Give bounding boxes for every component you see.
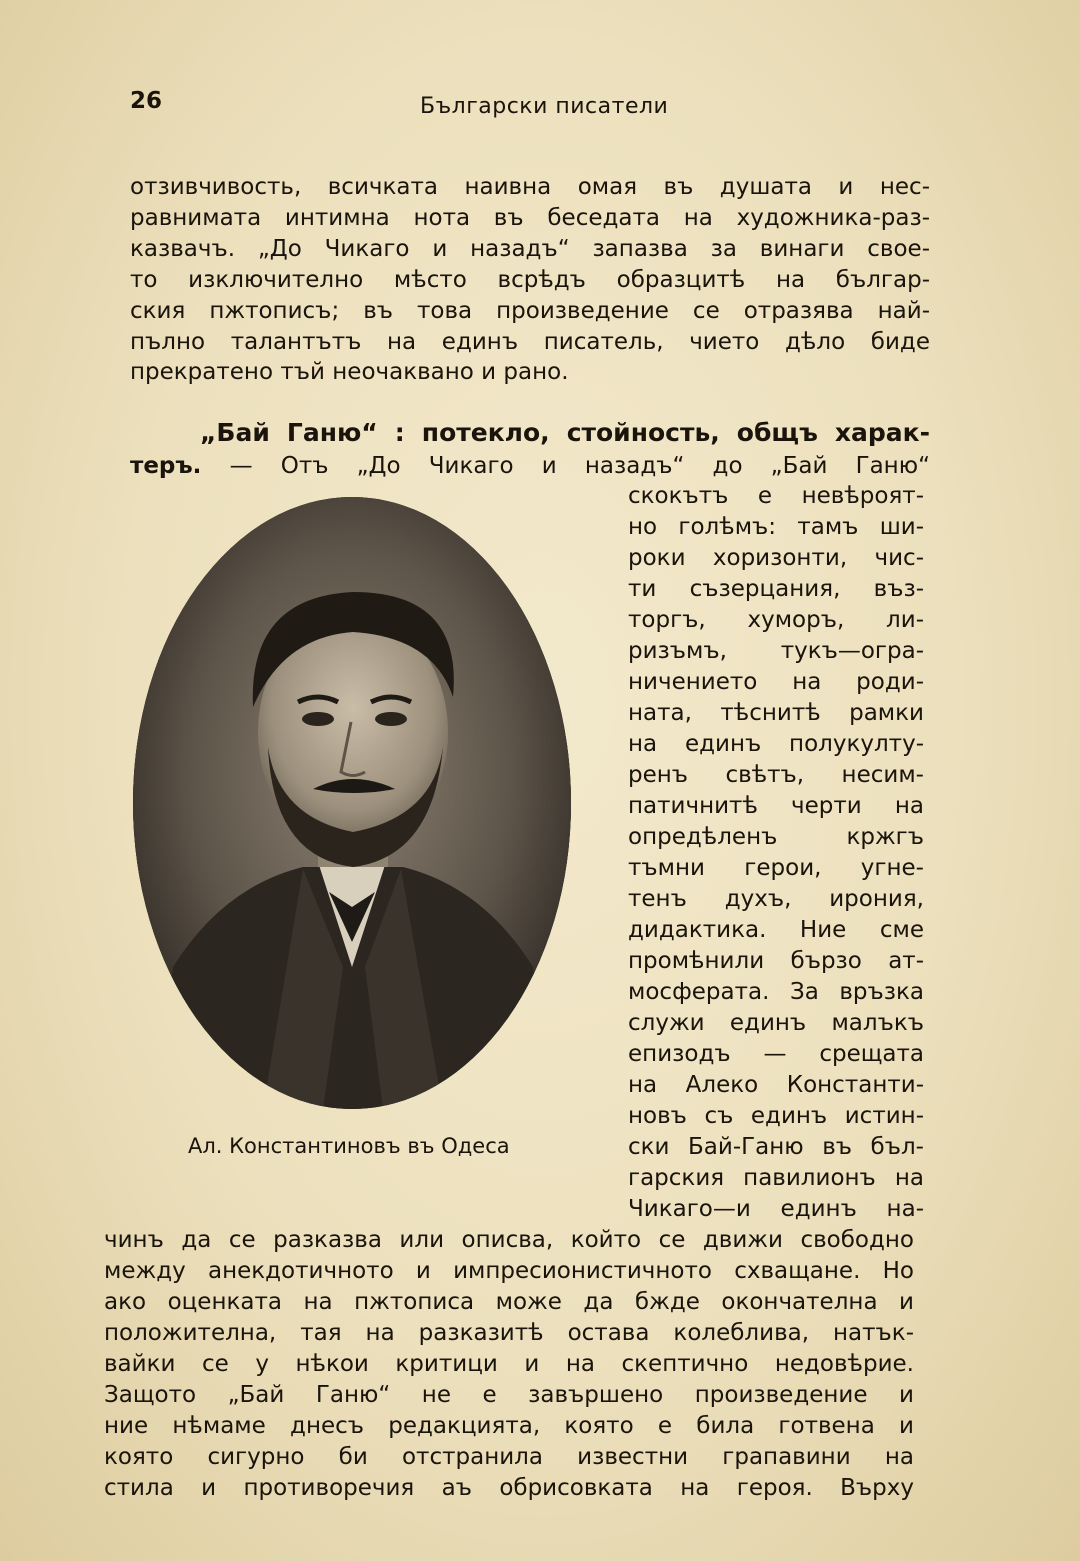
running-head: Български писатели: [420, 94, 669, 119]
text-line: положителна, тая на разказитѣ остава колеблива, натък-: [104, 1320, 914, 1346]
text-line: между анекдотичното и импресионистичното схващане. Но: [104, 1258, 914, 1284]
text-line: роки хоризонти, чис-: [628, 545, 924, 571]
page-number: 26: [130, 88, 163, 114]
text-line: гарския павилионъ на: [628, 1165, 924, 1191]
section-heading: „Бай Ганю“ : потекло, стойность, общъ харак-: [200, 418, 930, 447]
text-line: равнимата интимна нота въ беседата на художника-раз-: [130, 205, 930, 231]
text-line: чинъ да се разказва или описва, който се движи свободно: [104, 1227, 914, 1253]
text-line: Защото „Бай Ганю“ не е завършено произведение и: [104, 1382, 914, 1408]
section-heading-end: теръ.: [130, 453, 202, 479]
text-line: прекратено тъй неочаквано и рано.: [130, 359, 569, 385]
text-line: дидактика. Ние сме: [628, 917, 924, 943]
text-line: ризъмъ, тукъ—огра-: [628, 638, 924, 664]
text-line: пълно талантътъ на единъ писатель, чието дѣло биде: [130, 329, 930, 355]
text-line: ако оценката на пжтописа може да бжде окончателна и: [104, 1289, 914, 1315]
text-line: ничението на роди-: [628, 669, 924, 695]
text-line: тенъ духъ, ирония,: [628, 886, 924, 912]
author-portrait: [133, 497, 571, 1109]
heading-line-text: — Отъ „До Чикаго и назадъ“ до „Бай Ганю“: [201, 453, 930, 479]
text-line: промѣнили бързо ат-: [628, 948, 924, 974]
text-line: казвачъ. „До Чикаго и назадъ“ запазва за винаги свое-: [130, 236, 930, 262]
text-line: опредѣленъ кржгъ: [628, 824, 924, 850]
heading-line-2: [130, 451, 930, 481]
text-line: то изключително мѣсто всрѣдъ образцитѣ на българ-: [130, 267, 930, 293]
text-line: на Алеко Константи-: [628, 1072, 924, 1098]
text-line: ната, тѣснитѣ рамки: [628, 700, 924, 726]
text-line: на единъ полукулту-: [628, 731, 924, 757]
text-line: ренъ свѣтъ, несим-: [628, 762, 924, 788]
photo-caption: Ал. Константиновъ въ Одеса: [188, 1134, 510, 1158]
text-line: скокътъ е невѣроят-: [628, 483, 924, 509]
text-line: ския пжтописъ; въ това произведение се отразява най-: [130, 298, 930, 324]
text-line: епизодъ — срещата: [628, 1041, 924, 1067]
text-line: ти съзерцания, въз-: [628, 576, 924, 602]
text-line: патичнитѣ черти на: [628, 793, 924, 819]
text-line: Чикаго—и единъ на-: [628, 1196, 924, 1222]
text-line: вайки се у нѣкои критици и на скептично недовѣрие.: [104, 1351, 914, 1377]
text-line: но голѣмъ: тамъ ши-: [628, 514, 924, 540]
portrait-image: [133, 497, 571, 1109]
text-line: мосферата. За връзка: [628, 979, 924, 1005]
text-line: отзивчивость, всичката наивна омая въ душата и нес-: [130, 174, 930, 200]
text-line: служи единъ малъкъ: [628, 1010, 924, 1036]
text-line: тъмни герои, угне-: [628, 855, 924, 881]
text-line: торгъ, хуморъ, ли-: [628, 607, 924, 633]
text-line: ски Бай-Ганю въ бъл-: [628, 1134, 924, 1160]
text-line: стила и противоречия аъ обрисовката на героя. Върху: [104, 1475, 914, 1501]
text-line: която сигурно би отстранила известни грапавини на: [104, 1444, 914, 1470]
text-line: ние нѣмаме днесъ редакцията, която е била готвена и: [104, 1413, 914, 1439]
text-line: новъ съ единъ истин-: [628, 1103, 924, 1129]
